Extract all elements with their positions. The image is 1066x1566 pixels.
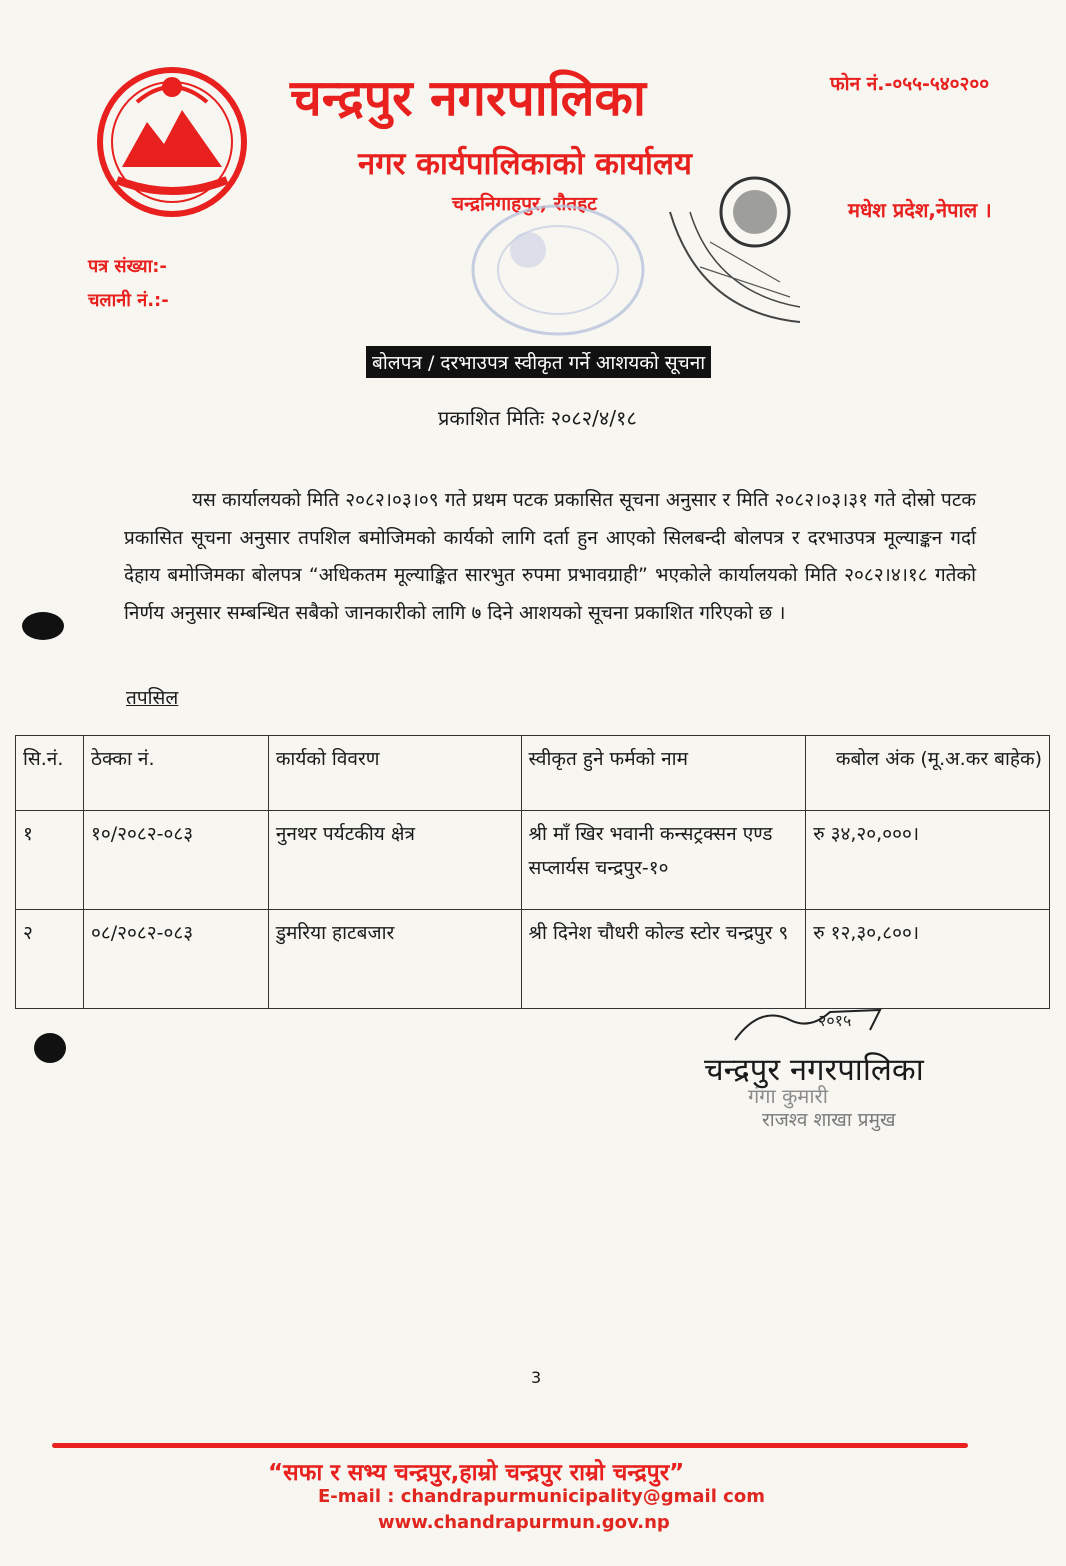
cell-contract-no: ०८/२०८२-०८३: [83, 910, 268, 1009]
cell-contract-no: १०/२०८२-०८३: [83, 811, 268, 910]
header-firm: स्वीकृत हुने फर्मको नाम: [521, 736, 806, 811]
office-title: नगर कार्यपालिकाको कार्यालय: [358, 146, 692, 182]
published-date: प्रकाशित मितिः २०८२/४/१८: [438, 406, 637, 430]
cell-firm: श्री माँ खिर भवानी कन्सट्रक्सन एण्ड सप्लार्यस चन्द्रपुर-१०: [521, 811, 806, 910]
province-label: मधेश प्रदेश,नेपाल ।: [848, 198, 992, 222]
table-header-row: [16, 736, 1050, 811]
footer-slogan: “सफा र सभ्य चन्द्रपुर,हाम्रो चन्द्रपुर राम्रो चन्द्रपुर”: [268, 1460, 685, 1486]
scan-hole-mark: [34, 1033, 66, 1063]
cell-work: डुमरिया हाटबजार: [268, 910, 521, 1009]
signature-name: गंगा कुमारी: [748, 1084, 828, 1108]
cell-work: नुनथर पर्यटकीय क्षेत्र: [268, 811, 521, 910]
signature-scribble: [730, 1000, 900, 1050]
page-number: 3: [531, 1368, 542, 1387]
tender-table: [15, 735, 1050, 1009]
header-sn: सि.नं.: [16, 736, 84, 811]
cell-firm: श्री दिनेश चौधरी कोल्ड स्टोर चन्द्रपुर ९: [521, 910, 806, 1009]
cell-amount: रु ३४,२०,०००।: [806, 811, 1050, 910]
office-address: चन्द्रनिगाहपुर, रौतहट: [452, 193, 597, 215]
letter-number-label: पत्र संख्या:-: [88, 256, 167, 277]
signature-organization: चन्द्रपुर नगरपालिका: [704, 1052, 924, 1088]
footer-divider: [52, 1443, 968, 1448]
nepal-emblem-logo: [92, 62, 252, 222]
notice-title: बोलपत्र / दरभाउपत्र स्वीकृत गर्ने आशयको सूचना: [366, 346, 711, 378]
details-label: तपसिल: [126, 687, 179, 709]
phone-number: फोन नं.-०५५-५४०२००: [830, 73, 990, 95]
header-amount: कबोल अंक (मू.अ.कर बाहेक): [806, 736, 1050, 811]
footer-email: E-mail : chandrapurmunicipality@gmail com: [318, 1486, 765, 1507]
cell-amount: रु १२,३०,८००।: [806, 910, 1050, 1009]
office-stamp-faded: [468, 200, 648, 340]
table-row: [16, 910, 1050, 1009]
scan-hole-mark: [22, 612, 64, 640]
signature-role: राजश्व शाखा प्रमुख: [762, 1109, 896, 1131]
header-contract-no: ठेक्का नं.: [83, 736, 268, 811]
header-work: कार्यको विवरण: [268, 736, 521, 811]
table-row: [16, 811, 1050, 910]
cell-sn: २: [16, 910, 84, 1009]
footer-website: www.chandrapurmun.gov.np: [378, 1512, 670, 1533]
dispatch-number-label: चलानी नं.:-: [88, 290, 169, 311]
notice-body: यस कार्यालयको मिति २०८२।०३।०९ गते प्रथम पटक प्रकासित सूचना अनुसार र मिति २०८२।०३।३१ गते दोस्रो पटक प्रकासित सूचना अनुसार तपशिल बमोजिमको कार्यको लागि दर्ता हुन आएको सिलबन्दी बोलपत्र र दरभाउपत्र मूल्याङ्कन गर्दा देहाय बमोजिमका बोलपत्र “अधिकतम मूल्याङ्कित सारभुत रुपमा प्रभावग्राही” भएकोले कार्यालयको मिति २०८२।४।१८ गतेको निर्णय अनुसार सम्बन्धित सबैको जानकारीको लागि ७ दिने आशयको सूचना प्रकाशित गरिएको छ ।: [124, 489, 976, 624]
signature-date: २०१५: [818, 1011, 852, 1030]
office-seal-stamp: [660, 172, 810, 332]
municipality-title: चन्द्रपुर नगरपालिका: [290, 69, 646, 127]
cell-sn: १: [16, 811, 84, 910]
